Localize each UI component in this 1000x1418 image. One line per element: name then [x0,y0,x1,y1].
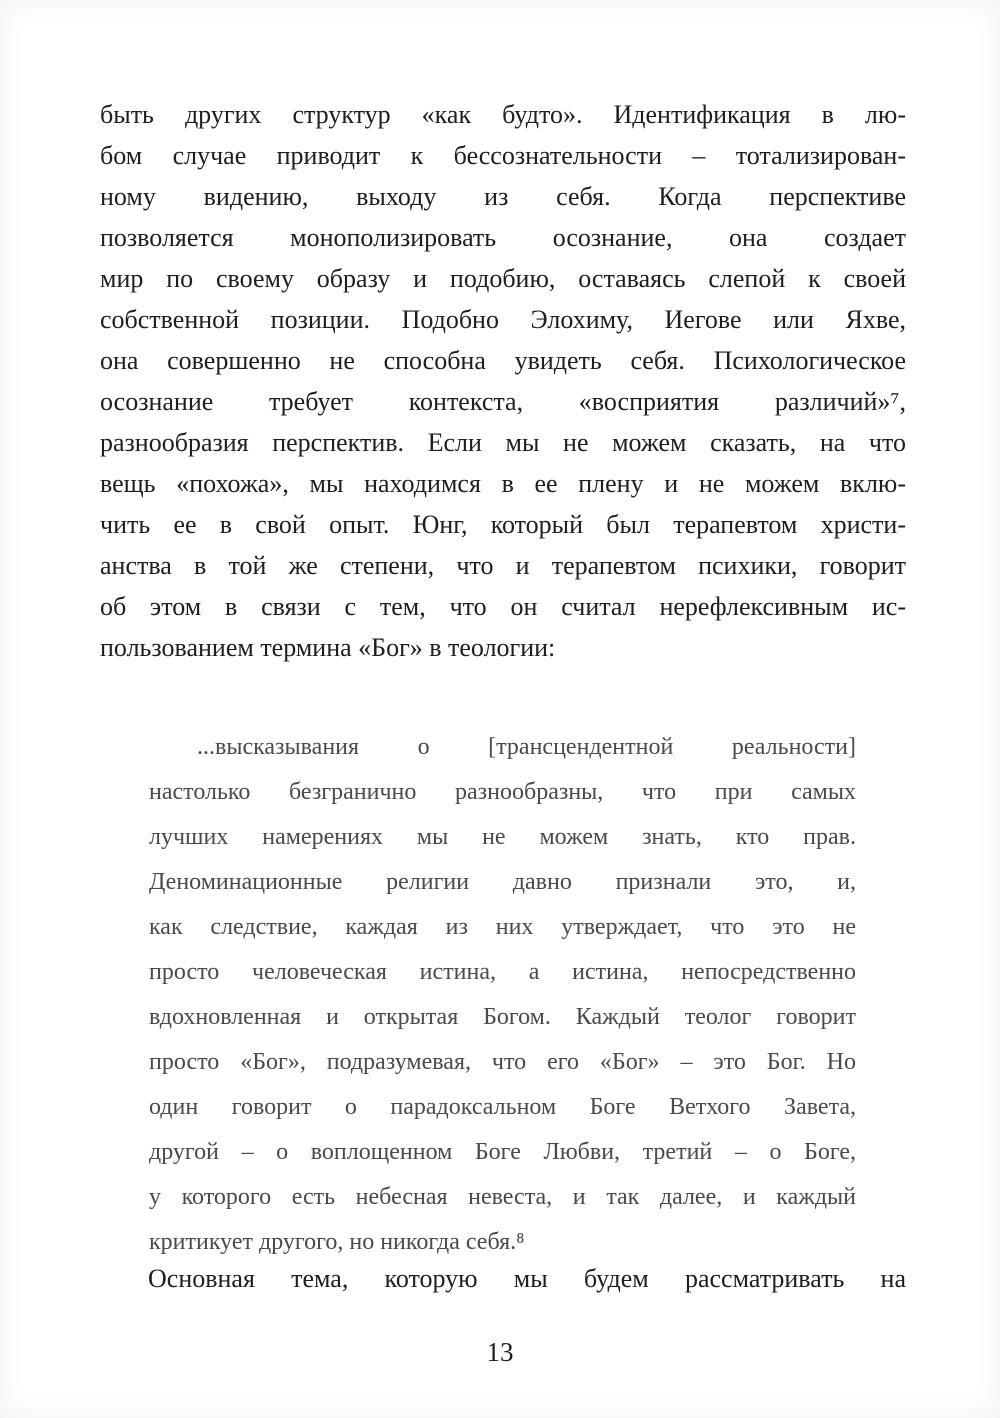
text-line: пользованием термина «Бог» в теологии: [100,633,556,662]
text-line: мир по своему образу и подобию, оставаясь слепой к своей [100,264,906,293]
text-line: позволяется монополизировать осознание, она создает [100,223,906,252]
quote-line: у которого есть небесная невеста, и так далее, и каждый [149,1184,856,1210]
quote-line: просто «Бог», подразумевая, что его «Бог» – это Бог. Но [149,1049,856,1075]
quote-line: просто человеческая истина, а истина, непосредственно [149,959,856,985]
quote-line: как следствие, каждая из них утверждает, что это не [149,914,856,940]
quote-line: ...высказывания о [трансцендентной реальности] [197,734,856,760]
text-line: бом случае приводит к бессознательности – тотализирован- [100,141,906,170]
text-line: Основная тема, которую мы будем рассматривать на [148,1264,906,1293]
text-line: быть других структур «как будто». Идентификация в лю- [100,100,906,129]
block-quote [149,725,856,1265]
quote-line: другой – о воплощенном Боге Любви, третий – о Боге, [149,1139,856,1165]
text-line: собственной позиции. Подобно Элохиму, Иегове или Яхве, [100,305,906,334]
quote-line: лучших намерениях мы не можем знать, кто прав. [149,824,856,850]
text-line: об этом в связи с тем, что он считал нерефлексивным ис- [100,592,906,621]
text-line: осознание требует контекста, «восприятия различий»⁷, [100,387,906,416]
page-number: 13 [486,1337,514,1367]
text-line: анства в той же степени, что и терапевтом психики, говорит [100,551,906,580]
text-line: ному видению, выходу из себя. Когда перспективе [100,182,906,211]
quote-line: один говорит о парадоксальном Боге Ветхого Завета, [149,1094,856,1120]
text-line: чить ее в свой опыт. Юнг, который был терапевтом христи- [100,510,906,539]
text-line: вещь «похожа», мы находимся в ее плену и не можем вклю- [100,469,906,498]
text-line: разнообразия перспектив. Если мы не можем сказать, на что [100,428,906,457]
main-paragraph [100,94,906,668]
quote-line: настолько безгранично разнообразны, что при самых [149,779,856,805]
quote-line: Деноминационные религии давно признали это, и, [149,869,856,895]
text-line: она совершенно не способна увидеть себя. Психологическое [100,346,906,375]
next-paragraph [100,1258,906,1299]
quote-line: критикует другого, но никогда себя.⁸ [149,1229,525,1255]
quote-line: вдохновленная и открытая Богом. Каждый теолог говорит [149,1004,856,1030]
